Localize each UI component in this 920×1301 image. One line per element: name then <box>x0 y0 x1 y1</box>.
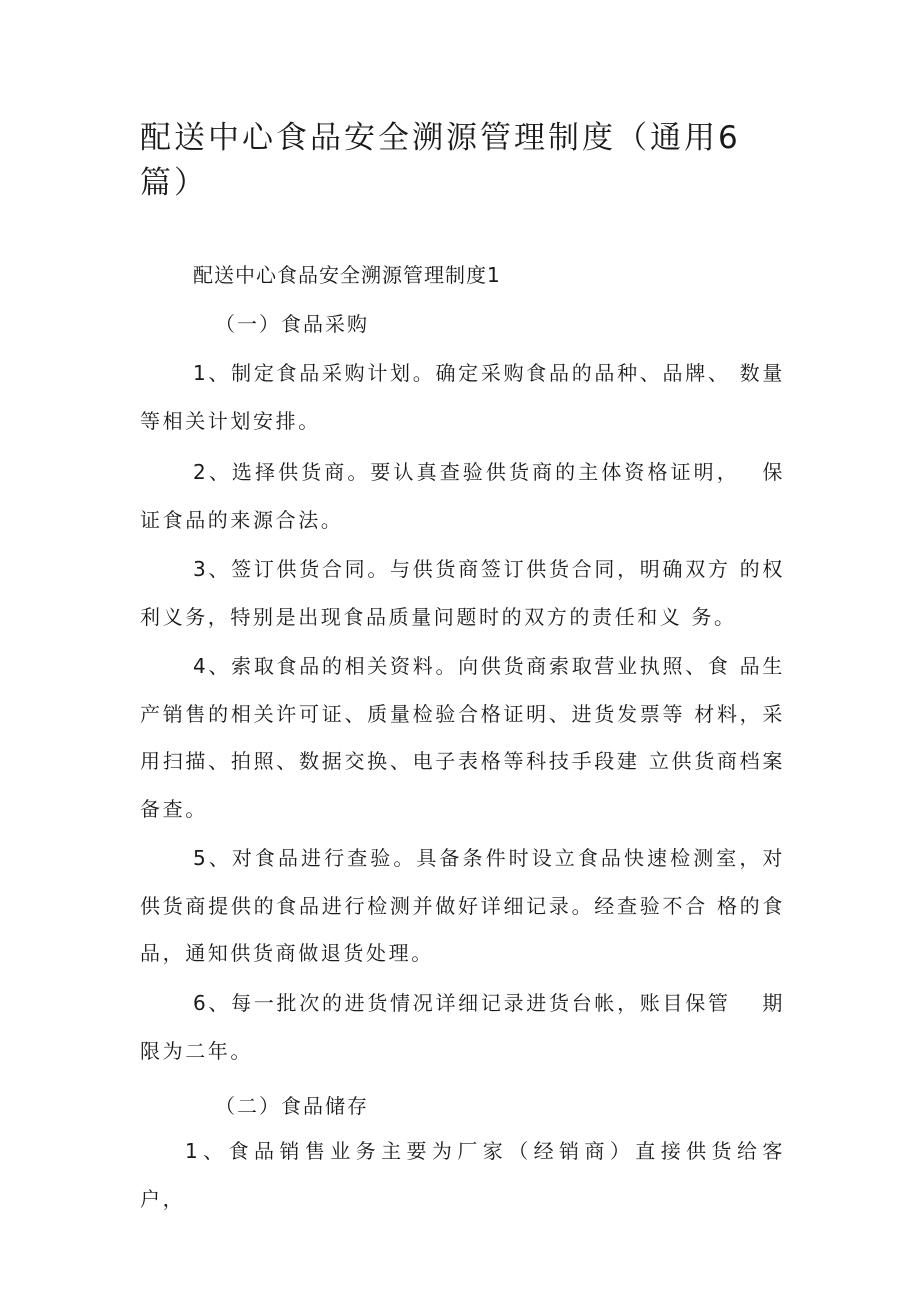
document-subtitle: 配送中心食品安全溯源管理制度1 <box>193 263 501 287</box>
paragraph: 1、食品销售业务主要为厂家（经销商）直接供货给客 户， <box>140 1139 808 1211</box>
paragraph: 2、选择供货商。要认真查验供货商的主体资格证明， 保证食品的来源合法。 <box>140 460 785 532</box>
document-title: 配送中心食品安全溯源管理制度（通用6篇） <box>140 120 741 201</box>
paragraph: 5、对食品进行查验。具备条件时设立食品快速检测室，对供货商提供的食品进行检测并做好详细记录。经查验不合 格的食品，通知供货商做退货处理。 <box>140 846 785 965</box>
paragraph: 4、索取食品的相关资料。向供货商索取营业执照、食 品生产销售的相关许可证、质量检验合格证明、进货发票等 材料，采用扫描、拍照、数据交换、电子表格等科技手段建 立供货商档案备查。 <box>140 654 785 821</box>
section-heading-procurement: （一）食品采购 <box>215 312 369 336</box>
paragraph: 6、每一批次的进货情况详细记录进货台帐，账目保管 期限为二年。 <box>140 991 785 1063</box>
paragraph: 3、签订供货合同。与供货商签订供货合同，明确双方 的权利义务，特别是出现食品质量问题时的双方的责任和义 务。 <box>140 557 785 629</box>
section-heading-storage: （二）食品储存 <box>215 1094 369 1118</box>
paragraph: 1、制定食品采购计划。确定采购食品的品种、品牌、 数量等相关计划安排。 <box>140 361 785 433</box>
